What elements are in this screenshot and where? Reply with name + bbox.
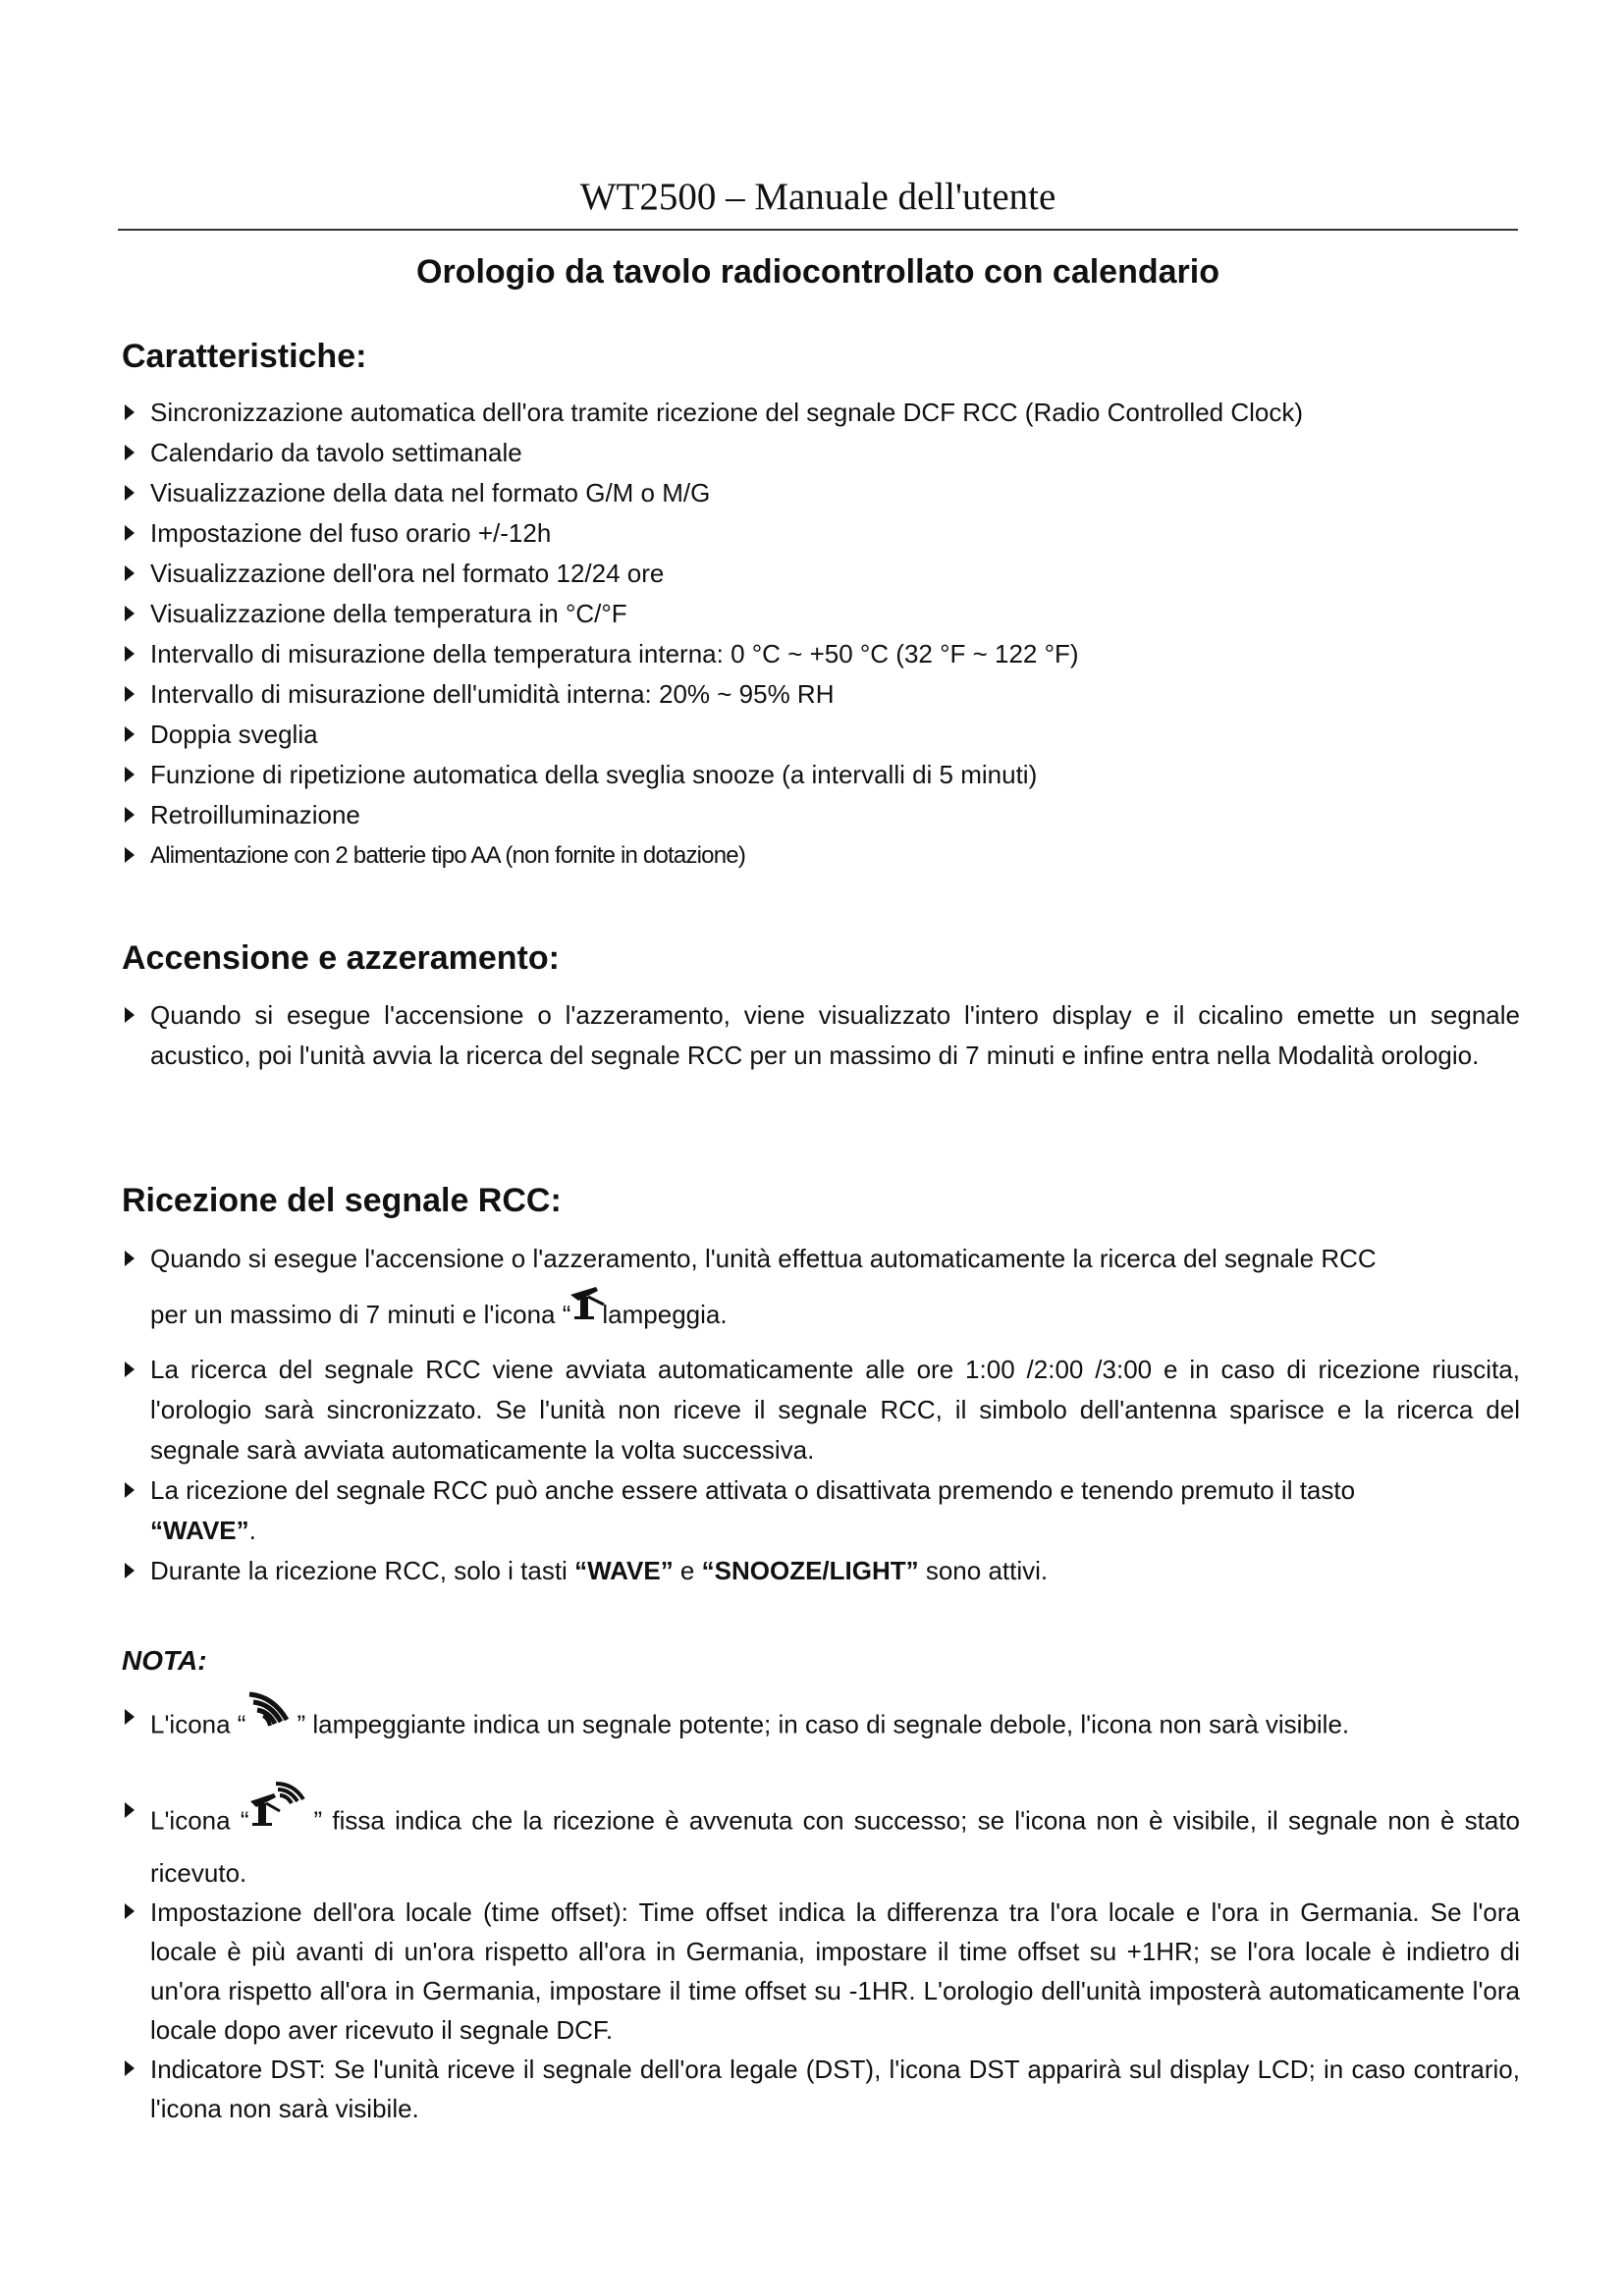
list-item <box>122 1239 1520 1340</box>
triangle-right-icon <box>125 807 135 823</box>
list-item-text: lampeggia. <box>602 1299 728 1329</box>
list-item-text: Visualizzazione dell'ora nel formato 12/24 ore <box>150 559 665 588</box>
list-item-text: La ricezione del segnale RCC può anche essere attivata o disattivata premendo e tenendo premuto il tasto <box>150 1475 1356 1505</box>
triangle-right-icon <box>125 1007 135 1023</box>
triangle-right-icon <box>125 1251 135 1266</box>
triangle-right-icon <box>125 1802 135 1818</box>
document-subtitle: Orologio da tavolo radiocontrollato con calendario <box>416 253 1219 291</box>
list-item <box>122 2050 1520 2128</box>
triangle-right-icon <box>125 1903 135 1919</box>
triangle-right-icon <box>125 1362 135 1377</box>
document-title: WT2500 – Manuale dell'utente <box>579 176 1056 218</box>
rcc-heading: Ricezione del segnale RCC: <box>122 1182 562 1219</box>
list-item-text: ” lampeggiante indica un segnale potente; in caso di segnale debole, l'icona non sarà visibile. <box>297 1709 1350 1739</box>
list-item <box>122 1684 1520 1754</box>
list-item-text: Indicatore DST: Se l'unità riceve il segnale dell'ora legale (DST), l'icona DST apparirà sul display LCD; in caso contrario, l'icona non sarà visibile. <box>150 2055 1520 2123</box>
list-item <box>122 795 1520 835</box>
list-item-text: Funzione di ripetizione automatica della sveglia snooze (a intervalli di 5 minuti) <box>150 760 1038 789</box>
list-item <box>122 473 1520 513</box>
list-item-text: L'icona “ <box>150 1805 249 1836</box>
triangle-right-icon <box>125 445 135 460</box>
triangle-right-icon <box>125 1709 135 1725</box>
list-item-text: Retroilluminazione <box>150 800 360 829</box>
list-item-text: Quando si esegue l'accensione o l'azzeramento, viene visualizzato l'intero display e il cicalino emette un segnale acustico, poi l'unità avvia la ricerca del segnale RCC per un massimo di 7 minuti e infine entra nella Modalità orologio. <box>150 1000 1520 1070</box>
list-item-text: La ricerca del segnale RCC viene avviata automaticamente alle ore 1:00 /2:00 /3:00 e in caso di ricezione riuscita, l'orologio sarà sincronizzato. Se l'unità non riceve il segnale RCC, il simbolo dell'antenna sparisce e la ricerca del segnale sarà avviata automaticamente la volta successiva. <box>150 1355 1520 1465</box>
list-item <box>122 1470 1520 1551</box>
note-heading: NOTA: <box>122 1645 207 1676</box>
triangle-right-icon <box>125 404 135 420</box>
rcc-list <box>122 1239 1520 1591</box>
triangle-right-icon <box>125 646 135 662</box>
features-list <box>122 393 1520 876</box>
triangle-right-icon <box>125 525 135 541</box>
list-item-text: e <box>673 1556 702 1585</box>
list-item-text: Intervallo di misurazione dell'umidità interna: 20% ~ 95% RH <box>150 679 835 709</box>
key-label-wave: “WAVE” <box>574 1556 674 1585</box>
triangle-right-icon <box>125 767 135 782</box>
list-item-text: per un massimo di 7 minuti e l'icona “ <box>150 1299 571 1329</box>
list-item-text: sono attivi. <box>918 1556 1049 1585</box>
list-item-text: Durante la ricezione RCC, solo i tasti <box>150 1556 575 1585</box>
list-item-text: ” fissa indica che la ricezione è avvenuta con successo; se l'icona non è visibile, il segnale non è stato ricevuto. <box>150 1805 1521 1888</box>
key-label-snooze-light: “SNOOZE/LIGHT” <box>701 1556 919 1585</box>
power-list <box>122 995 1520 1076</box>
antenna-icon <box>568 1285 608 1332</box>
list-item-text: . <box>248 1516 256 1545</box>
list-item <box>122 1893 1520 2050</box>
list-item <box>122 715 1520 755</box>
list-item-text: Visualizzazione della temperatura in °C/°F <box>150 599 627 628</box>
list-item <box>122 835 1520 876</box>
list-item <box>122 513 1520 554</box>
list-item-text: Impostazione del fuso orario +/-12h <box>150 518 552 548</box>
list-item <box>122 1350 1520 1470</box>
list-item <box>122 634 1520 674</box>
list-item-text: Sincronizzazione automatica dell'ora tramite ricezione del segnale DCF RCC (Radio Controlled Clock) <box>150 398 1304 427</box>
list-item <box>122 995 1520 1076</box>
triangle-right-icon <box>125 1563 135 1578</box>
list-item <box>122 594 1520 634</box>
list-item <box>122 1551 1520 1591</box>
list-item-text: Impostazione dell'ora locale (time offset): Time offset indica la differenza tra l'ora locale e l'ora in Germania. Se l'ora locale è più avanti di un'ora rispetto all'ora in Germania, impostare il time offset su +1HR; se l'ora locale è indietro di un'ora rispetto all'ora in Germania, impostare il time offset su -1HR. L'orologio dell'unità imposterà automaticamente l'ora locale dopo aver ricevuto il segnale DCF. <box>150 1897 1520 2045</box>
list-item <box>122 433 1520 473</box>
triangle-right-icon <box>125 686 135 702</box>
features-heading: Caratteristiche: <box>122 338 367 375</box>
list-item-text: Intervallo di misurazione della temperatura interna: 0 °C ~ +50 °C (32 °F ~ 122 °F) <box>150 639 1079 668</box>
list-item <box>122 755 1520 795</box>
signal-waves-icon <box>244 1686 298 1742</box>
triangle-right-icon <box>125 2060 135 2076</box>
list-item-text: Calendario da tavolo settimanale <box>150 438 522 467</box>
triangle-right-icon <box>125 1482 135 1498</box>
power-heading: Accensione e azzeramento: <box>122 939 560 977</box>
list-item-text: Doppia sveglia <box>150 720 318 749</box>
list-item-text: Visualizzazione della data nel formato G/M o M/G <box>150 478 711 507</box>
triangle-right-icon <box>125 565 135 581</box>
triangle-right-icon <box>125 485 135 501</box>
list-item <box>122 554 1520 594</box>
list-item-text: Alimentazione con 2 batterie tipo AA (non fornite in dotazione) <box>150 842 746 869</box>
list-item <box>122 674 1520 715</box>
triangle-right-icon <box>125 606 135 621</box>
list-item <box>122 1780 1520 1893</box>
key-label-wave: “WAVE” <box>150 1516 249 1545</box>
list-item-text: L'icona “ <box>150 1709 246 1739</box>
list-item-text: Quando si esegue l'accensione o l'azzeramento, l'unità effettua automaticamente la ricerca del segnale RCC <box>150 1244 1377 1273</box>
title-divider <box>118 229 1518 231</box>
triangle-right-icon <box>125 847 135 863</box>
notes-list <box>122 1684 1520 2128</box>
antenna-signal-icon <box>248 1778 307 1840</box>
list-item <box>122 393 1520 433</box>
triangle-right-icon <box>125 726 135 742</box>
